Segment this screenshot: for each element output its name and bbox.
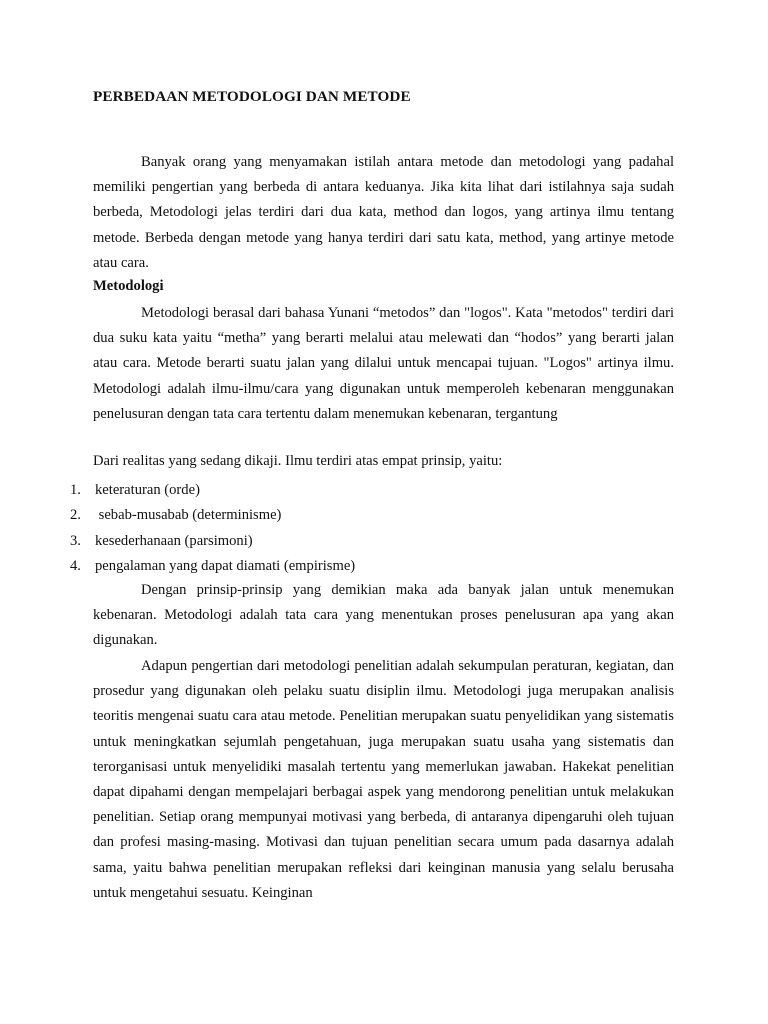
list-item bbox=[70, 503, 355, 528]
research-methodology-paragraph: Adapun pengertian dari metodologi penelitian adalah sekumpulan peraturan, kegiatan, dan prosedur yang digunakan oleh pelaku suatu disiplin ilmu. Metodologi juga merupakan analisis teoritis mengenai suatu cara atau metode. Penelitian merupakan suatu penyelidikan yang sistematis untuk meningkatkan sejumlah pengetahuan, juga merupakan suatu usaha yang sistematis dan terorganisasi untuk menyelidiki masalah tertentu yang memerlukan jawaban. Hakekat penelitian dapat dipahami dengan mempelajari berbagai aspek yang mendorong penelitian untuk melakukan penelitian. Setiap orang mempunyai motivasi yang berbeda, di antaranya dipengaruhi oleh tujuan dan profesi masing-masing. Motivasi dan tujuan penelitian secara umum pada dasarnya adalah sama, yaitu bahwa penelitian merupakan refleksi dari keinginan manusia yang selalu berusaha untuk mengetahui sesuatu. Keinginan bbox=[93, 658, 674, 901]
principles-conclusion-paragraph: Dengan prinsip-prinsip yang demikian maka ada banyak jalan untuk menemukan kebenaran. Metodologi adalah tata cara yang menentukan proses penelusuran apa yang akan digunakan. bbox=[93, 582, 674, 649]
intro-paragraph: Banyak orang yang menyamakan istilah antara metode dan metodologi yang padahal memiliki pengertian yang berbeda di antara keduanya. Jika kita lihat dari istilahnya saja sudah berbeda, Metodologi jelas terdiri dari dua kata, method dan logos, yang artinya ilmu tentang metode. Berbeda dengan metode yang hanya terdiri dari satu kata, method, yang artinye metode atau cara. bbox=[93, 154, 674, 271]
document-title: PERBEDAAN METODOLOGI DAN METODE bbox=[93, 88, 411, 105]
principles-list bbox=[70, 478, 355, 580]
list-item-text: keteraturan (orde) bbox=[95, 482, 200, 498]
list-item-text: sebab-musabab (determinisme) bbox=[95, 507, 282, 524]
metodologi-paragraph: Metodologi berasal dari bahasa Yunani “metodos” dan "logos". Kata "metodos" terdiri dari dua suku kata yaitu “metha” yang berarti melalui atau melewati dan “hodos” yang berarti jalan atau cara. Metode berarti suatu jalan yang dilalui untuk mencapai tujuan. "Logos" artinya ilmu. Metodologi adalah ilmu-ilmu/cara yang digunakan untuk memperoleh kebenaran menggunakan penelusuran dengan tata cara tertentu dalam menemukan kebenaran, tergantung bbox=[93, 305, 674, 422]
list-item-text: kesederhanaan (parsimoni) bbox=[95, 532, 253, 549]
list-item bbox=[70, 529, 355, 554]
list-number: 4. bbox=[70, 558, 81, 575]
principles-intro: Dari realitas yang sedang dikaji. Ilmu terdiri atas empat prinsip, yaitu: bbox=[93, 453, 503, 469]
list-number: 1. bbox=[70, 482, 81, 498]
list-item bbox=[70, 554, 355, 579]
section-heading-metodologi: Metodologi bbox=[93, 278, 164, 294]
list-number: 3. bbox=[70, 532, 81, 549]
list-item-text: pengalaman yang dapat diamati (empirisme) bbox=[95, 558, 356, 575]
list-item bbox=[70, 478, 355, 503]
list-number: 2. bbox=[70, 507, 81, 524]
